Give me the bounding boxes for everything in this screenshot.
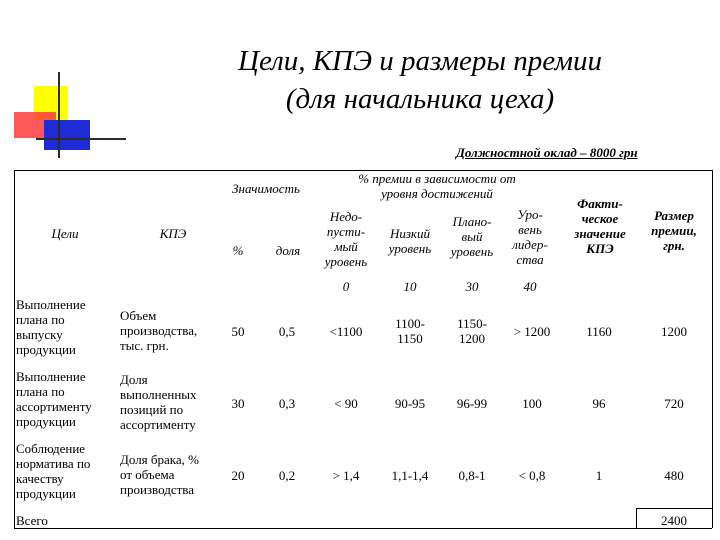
- row-goal-line: плана по: [16, 312, 65, 327]
- header-level-plan-line: уровень: [450, 244, 494, 259]
- row-level-10: [380, 316, 440, 346]
- header-bonus-size-line: премии,: [651, 223, 697, 238]
- header-level-plan-line: Плано-: [452, 214, 492, 229]
- header-actual-line: ческое: [581, 211, 619, 226]
- header-bonus-size: [636, 208, 712, 253]
- row-level-30: 0,8-1: [458, 468, 486, 483]
- table-bottom-border: [14, 528, 712, 529]
- row-kpi-line: Доля брака, %: [120, 451, 200, 467]
- row-kpi-line: от объема: [120, 466, 175, 482]
- row-kpi-line: производства: [120, 481, 195, 497]
- header-actual-line: КПЭ: [586, 241, 614, 256]
- total-value: 2400: [661, 513, 687, 528]
- row-goal-line: Выполнение: [16, 297, 86, 312]
- header-actual-line: Факти-: [577, 196, 623, 211]
- row-percent: 50: [231, 324, 245, 339]
- header-pct-30: 30: [465, 279, 479, 294]
- row-level-0: < 90: [334, 396, 358, 411]
- row-actual: 1: [595, 468, 603, 483]
- row-kpi-line: позиций по: [120, 402, 184, 417]
- row-actual: 1160: [586, 324, 612, 339]
- row-level-30-line: 1150-: [457, 316, 487, 331]
- row-level-40: < 0,8: [518, 468, 546, 483]
- row-level-10-line: 1150: [397, 331, 423, 346]
- row-level-40: > 1200: [513, 324, 551, 339]
- row-percent: 30: [231, 396, 245, 411]
- header-level-unacceptable-line: пусти-: [326, 224, 366, 239]
- row-level-30-line: 1200: [459, 331, 485, 346]
- total-top-line: [636, 508, 712, 509]
- row-bonus: 480: [664, 468, 684, 483]
- row-kpi: [120, 452, 220, 497]
- header-actual: [562, 196, 638, 256]
- row-share: 0,3: [278, 396, 296, 411]
- header-bonus-size-line: грн.: [663, 238, 685, 253]
- table-right-border: [712, 170, 713, 528]
- header-level-unacceptable-line: уровень: [324, 254, 368, 269]
- header-share: доля: [275, 243, 301, 258]
- header-level-leader-line: Уро-: [517, 207, 543, 222]
- header-level-low-line: Низкий: [389, 226, 431, 241]
- row-goal: [16, 297, 114, 357]
- row-percent: 20: [231, 468, 245, 483]
- row-goal: [16, 369, 114, 429]
- header-level-leader-line: ства: [516, 252, 544, 267]
- row-kpi-line: ассортименту: [120, 417, 196, 432]
- row-kpi: [120, 372, 220, 432]
- row-actual: 96: [592, 396, 606, 411]
- salary-note: Должностной оклад – 8000 грн: [456, 145, 638, 160]
- table-left-border: [14, 170, 15, 528]
- row-bonus: 720: [664, 396, 684, 411]
- header-pct-0: 0: [342, 279, 350, 294]
- header-level-low: [380, 226, 440, 256]
- header-level-plan-line: вый: [461, 229, 483, 244]
- header-level-plan: [442, 214, 502, 259]
- row-goal-line: продукции: [16, 486, 76, 501]
- row-goal-line: Соблюдение: [16, 441, 86, 456]
- header-level-leader: [502, 207, 558, 267]
- row-goal-line: выпуску: [16, 327, 63, 342]
- row-kpi-line: тыс. грн.: [120, 337, 169, 353]
- row-goal-line: продукции: [16, 414, 76, 429]
- row-kpi-line: Доля: [120, 372, 148, 387]
- header-pct-10: 10: [403, 279, 417, 294]
- row-share: 0,2: [278, 468, 296, 483]
- row-level-10-line: 1100-: [395, 316, 425, 331]
- header-level-unacceptable-line: мый: [334, 239, 358, 254]
- header-actual-line: значение: [574, 226, 626, 241]
- row-level-30: 96-99: [456, 396, 488, 411]
- row-kpi-line: производства,: [120, 322, 198, 338]
- row-kpi: [120, 308, 220, 353]
- header-bonus-pct-line1: % премии в зависимости от: [358, 171, 516, 186]
- row-level-10: 90-95: [394, 396, 426, 411]
- header-level-leader-line: вень: [518, 222, 542, 237]
- row-goal-line: продукции: [16, 342, 76, 357]
- row-level-10: 1,1-1,4: [391, 468, 429, 483]
- row-goal-line: Выполнение: [16, 369, 86, 384]
- header-kpi: КПЭ: [159, 226, 187, 241]
- header-significance: Значимость: [232, 181, 300, 196]
- row-level-30: [442, 316, 502, 346]
- header-bonus-size-line: Размер: [654, 208, 694, 223]
- header-level-unacceptable: [316, 209, 376, 269]
- row-goal: [16, 441, 114, 501]
- row-kpi-line: Объем: [120, 307, 157, 323]
- row-goal-line: ассортименту: [16, 399, 92, 414]
- header-percent: %: [232, 243, 244, 258]
- slide-subtitle: (для начальника цеха): [285, 83, 555, 115]
- header-bonus-pct-line2: уровня достижений: [381, 186, 493, 201]
- row-goal-line: плана по: [16, 384, 65, 399]
- row-level-40: 100: [522, 396, 542, 411]
- row-goal-line: норматива по: [16, 456, 91, 471]
- slide-title: Цели, КПЭ и размеры премии: [238, 45, 602, 77]
- header-level-low-line: уровень: [388, 241, 432, 256]
- total-label: Всего: [16, 513, 48, 528]
- row-level-0: <1100: [329, 324, 363, 339]
- row-kpi-line: выполненных: [120, 387, 197, 402]
- row-goal-line: качеству: [16, 471, 64, 486]
- row-bonus: 1200: [661, 324, 687, 339]
- row-level-0: > 1,4: [332, 468, 360, 483]
- header-level-leader-line: лидер-: [512, 237, 548, 252]
- header-goals: Цели: [51, 226, 79, 241]
- header-pct-40: 40: [523, 279, 537, 294]
- header-level-unacceptable-line: Недо-: [329, 209, 363, 224]
- row-share: 0,5: [278, 324, 296, 339]
